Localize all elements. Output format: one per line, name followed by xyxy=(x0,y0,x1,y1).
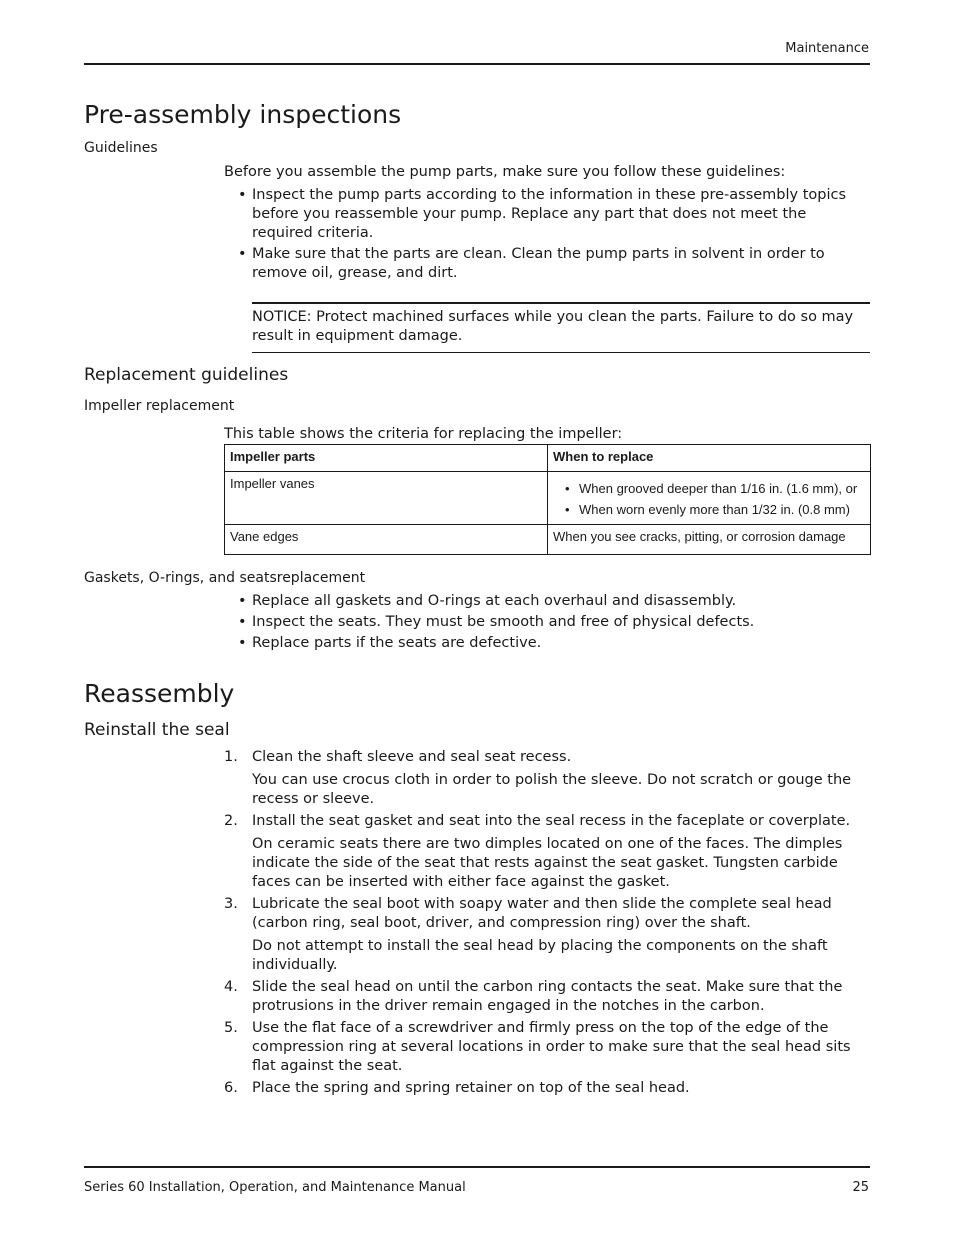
list-item: • Inspect the seats. They must be smooth and free of physical defects. xyxy=(238,614,755,630)
running-header: Maintenance xyxy=(785,41,869,56)
notice-box xyxy=(252,302,870,353)
step-item xyxy=(224,1019,870,1076)
subsection-title-replacement: Replacement guidelines xyxy=(84,365,289,385)
list-item: • Inspect the pump parts according to the information in these pre-assembly topics before you reassemble your pump. Replace any part that does not meet the required criteria. xyxy=(238,187,847,241)
step-item xyxy=(224,1079,870,1098)
step-number: 6. xyxy=(224,1080,238,1096)
step-text: Use the flat face of a screwdriver and firmly press on the top of the edge of the compression ring at several locations in order to make sure that the seal head sits flat against the seat. xyxy=(252,1020,851,1074)
step-number: 4. xyxy=(224,979,238,995)
guidelines-list xyxy=(238,186,870,285)
table-cell: Impeller vanes xyxy=(225,472,548,525)
step-note: On ceramic seats there are two dimples located on one of the faces. The dimples indicate the side of the seat that rests against the seat gasket. Tungsten carbide faces can be inserted with either face against the gasket. xyxy=(252,836,843,890)
step-text: Lubricate the seal boot with soapy water and then slide the complete seal head (carbon ring, seal boot, driver, and compression ring) over the shaft. xyxy=(252,896,832,931)
step-item xyxy=(224,812,870,892)
list-item: • Replace parts if the seats are defective. xyxy=(238,635,542,651)
bullet-icon: • xyxy=(565,481,570,496)
notice-label: NOTICE: xyxy=(252,309,312,325)
bullet-icon: • xyxy=(238,246,247,262)
subsection-title-reinstall-seal: Reinstall the seal xyxy=(84,720,230,740)
gaskets-list xyxy=(238,592,870,655)
bullet-icon: • xyxy=(238,187,247,203)
step-note: You can use crocus cloth in order to polish the sleeve. Do not scratch or gouge the recess or sleeve. xyxy=(252,772,852,807)
list-item: • Replace all gaskets and O-rings at each overhaul and disassembly. xyxy=(238,593,737,609)
guidelines-intro: Before you assemble the pump parts, make sure you follow these guidelines: xyxy=(224,164,786,180)
step-number: 3. xyxy=(224,896,238,912)
bullet-icon: • xyxy=(238,593,247,609)
list-item: • Make sure that the parts are clean. Clean the pump parts in solvent in order to remove oil, grease, and dirt. xyxy=(238,246,825,281)
reinstall-steps xyxy=(224,748,870,1101)
table-cell: When you see cracks, pitting, or corrosion damage xyxy=(548,525,871,555)
section-title-pre-assembly: Pre-assembly inspections xyxy=(84,100,402,129)
notice-text: Protect machined surfaces while you clean the parts. Failure to do so may result in equipment damage. xyxy=(252,309,854,344)
impeller-criteria-table xyxy=(224,444,871,555)
step-note: Do not attempt to install the seal head by placing the components on the shaft individually. xyxy=(252,938,828,973)
subheading-guidelines: Guidelines xyxy=(84,140,158,156)
step-item xyxy=(224,748,870,809)
list-item: • When grooved deeper than 1/16 in. (1.6 mm), or xyxy=(553,478,865,499)
list-item: • When worn evenly more than 1/32 in. (0.8 mm) xyxy=(553,499,865,520)
criteria-list xyxy=(553,478,865,520)
table-cell: Vane edges xyxy=(225,525,548,555)
step-text: Slide the seal head on until the carbon ring contacts the seat. Make sure that the protrusions in the driver remain engaged in the notches in the carbon. xyxy=(252,979,843,1014)
table-row xyxy=(225,472,871,525)
subheading-impeller: Impeller replacement xyxy=(84,398,235,414)
step-text: Place the spring and spring retainer on top of the seal head. xyxy=(252,1080,690,1096)
step-number: 2. xyxy=(224,813,238,829)
table-row xyxy=(225,525,871,555)
bullet-icon: • xyxy=(565,502,570,517)
bullet-icon: • xyxy=(238,614,247,630)
section-title-reassembly: Reassembly xyxy=(84,679,235,708)
header-rule xyxy=(84,63,870,65)
step-item xyxy=(224,978,870,1016)
table-cell xyxy=(548,472,871,525)
step-text: Clean the shaft sleeve and seal seat recess. xyxy=(252,749,572,765)
page-number: 25 xyxy=(852,1180,869,1195)
bullet-icon: • xyxy=(238,635,247,651)
footer-manual-title: Series 60 Installation, Operation, and Maintenance Manual xyxy=(84,1180,466,1195)
column-header: When to replace xyxy=(548,445,871,472)
table-header-row xyxy=(225,445,871,472)
step-number: 1. xyxy=(224,749,238,765)
step-number: 5. xyxy=(224,1020,238,1036)
column-header: Impeller parts xyxy=(225,445,548,472)
footer-rule xyxy=(84,1166,870,1168)
step-text: Install the seat gasket and seat into the seal recess in the faceplate or coverplate. xyxy=(252,813,851,829)
subheading-gaskets: Gaskets, O-rings, and seatsreplacement xyxy=(84,570,366,586)
step-item xyxy=(224,895,870,975)
table-intro: This table shows the criteria for replacing the impeller: xyxy=(224,426,623,442)
